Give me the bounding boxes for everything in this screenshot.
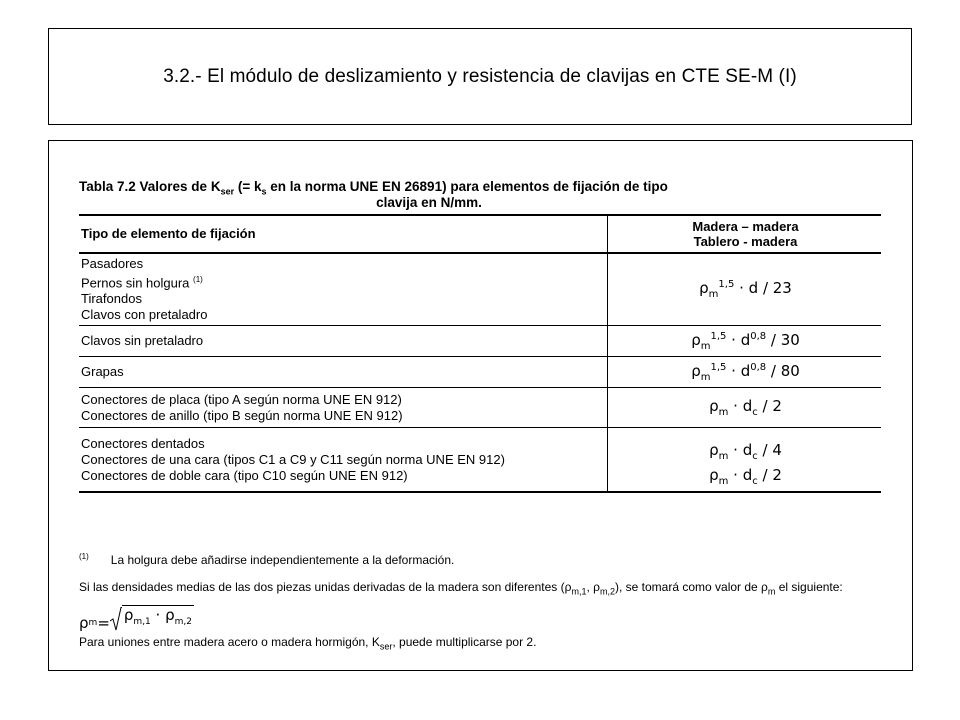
- slide-title: 3.2.- El módulo de deslizamiento y resistencia de clavijas en CTE SE-M (I): [163, 65, 797, 87]
- sqrt-icon: $\rho_{m,1} \cdot \rho_{m,2}$: [110, 605, 194, 631]
- document-image: [79, 179, 879, 652]
- formula-kser-4: $\rho_m \cdot d_c / 2$: [709, 397, 782, 419]
- title-box: [48, 28, 912, 125]
- table-row: [79, 253, 881, 326]
- table-header-row: [79, 215, 881, 253]
- row-fastener-list: Conectores dentados Conectores de una cara (tipos C1 a C9 y C11 según norma UNE EN 912) Conectores de doble cara (tipo C10 según UNE EN 912): [79, 428, 608, 492]
- row-fastener-list: Pasadores Pernos sin holgura $^{(1)}$ Tirafondos Clavos con pretaladro: [79, 253, 608, 326]
- header-material: Madera – madera Tablero - madera: [692, 219, 799, 249]
- row-fastener-list: Grapas: [79, 357, 608, 388]
- caption-line-2: clavija en N/mm.: [376, 195, 482, 210]
- caption-line-1: Tabla 7.2 Valores de $K_{ser}$ (= $k_s$ en la norma UNE EN 26891) para elementos de fijación de tipo: [79, 179, 668, 197]
- table-row: [79, 388, 881, 428]
- table-row: [79, 428, 881, 492]
- formula-kser-5: $\rho_m \cdot d_c / 4$ $\rho_m \cdot d_c / 2$: [709, 440, 782, 487]
- density-formula: ρ m = $\rho_{m,1} \cdot \rho_{m,2}$: [79, 606, 192, 633]
- table-row: [79, 326, 881, 357]
- formula-kser-2: $\rho_m^{1,5} \cdot d^{0,8} / 30$: [691, 330, 800, 352]
- multiplier-note: Para uniones entre madera acero o madera hormigón, $K_{ser}$, puede multiplicarse por 2.: [79, 635, 537, 652]
- table-row: [79, 357, 881, 388]
- row-fastener-list: Clavos sin pretaladro: [79, 326, 608, 357]
- density-paragraph: Si las densidades medias de las dos piezas unidas derivadas de la madera son diferentes ($\rho_{m,1}$, $\rho_{m,2}$), se tomará como valor de $\rho_m$ el siguiente:: [79, 580, 843, 597]
- formula-kser-1: $\rho_m^{1,5} \cdot d / 23$: [699, 279, 792, 301]
- kser-table: [79, 214, 881, 493]
- header-fastener-type: Tipo de elemento de fijación: [79, 215, 608, 253]
- footnote-ref: (1): [193, 275, 203, 284]
- notes: [79, 549, 889, 655]
- footnote: $^{(1)}$ La holgura debe añadirse independientemente a la deformación.: [79, 552, 455, 567]
- row-fastener-list: Conectores de placa (tipo A según norma UNE EN 912) Conectores de anillo (tipo B según norma UNE EN 912): [79, 388, 608, 428]
- content-box: [48, 140, 913, 671]
- table-caption: [79, 179, 879, 213]
- formula-kser-3: $\rho_m^{1,5} \cdot d^{0,8} / 80$: [691, 361, 800, 383]
